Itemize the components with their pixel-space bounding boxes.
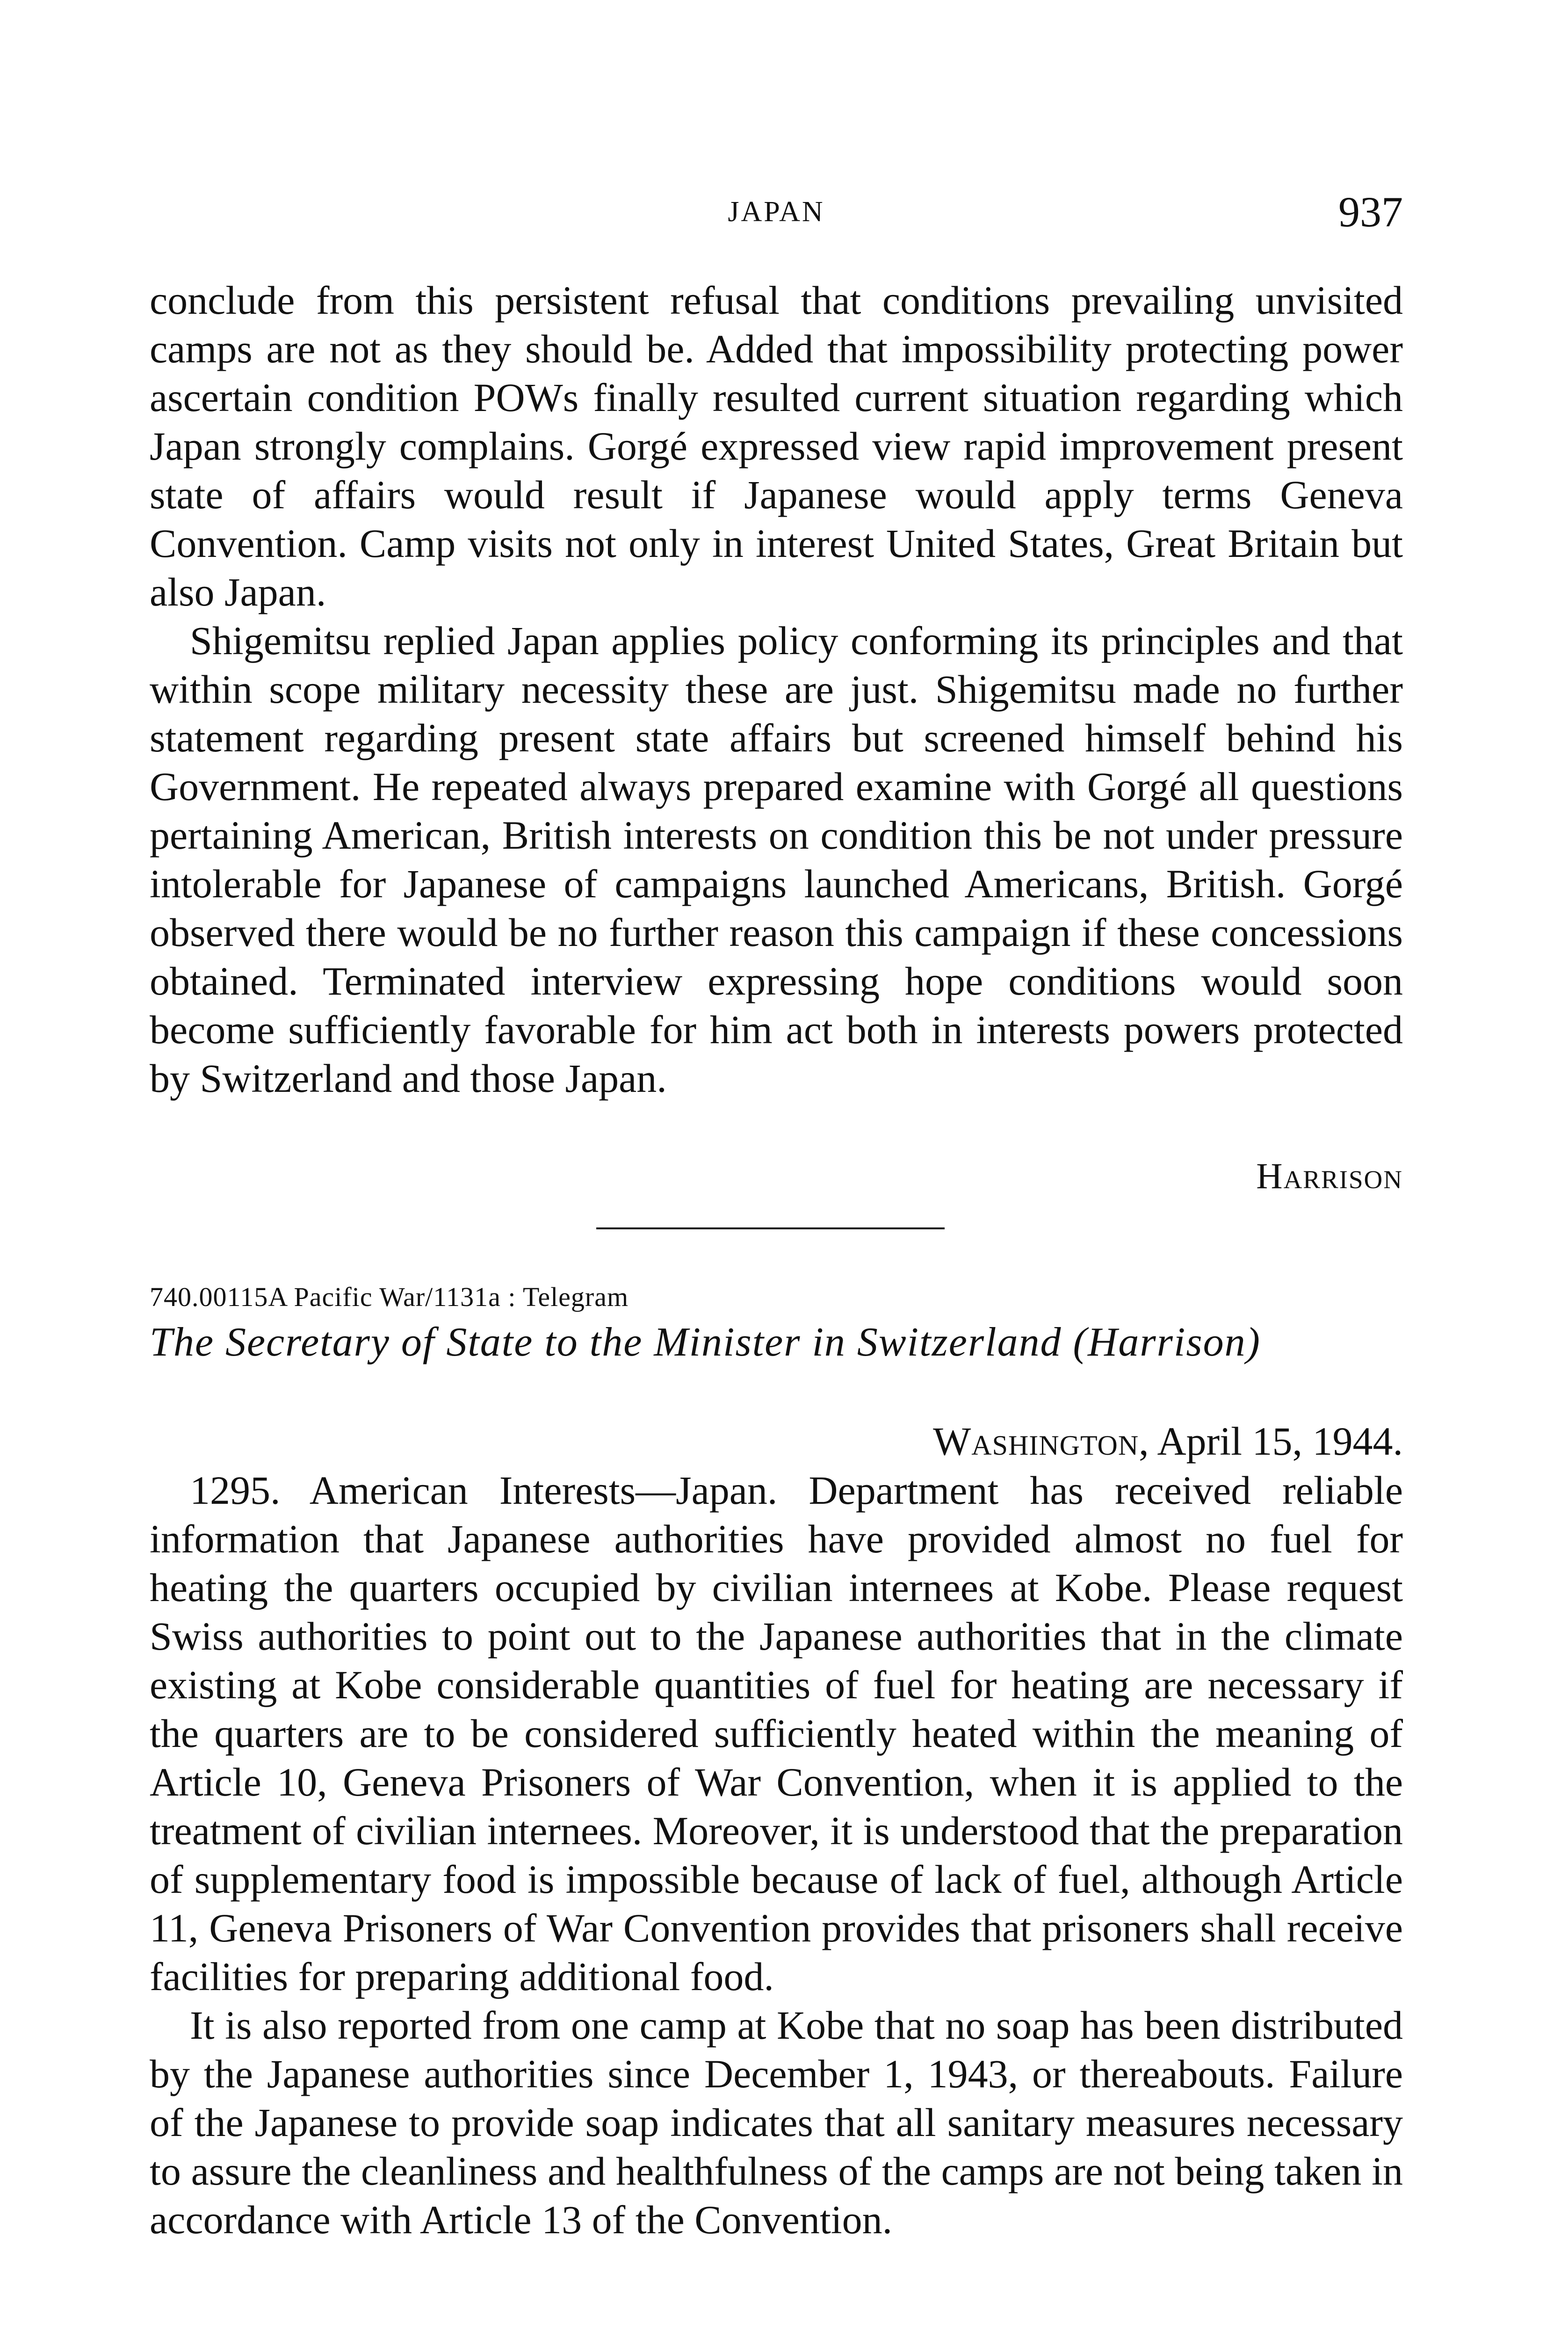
telegram-continuation-body [150,276,1403,1103]
file-reference: 740.00115A Pacific War/1131a : Telegram [150,1282,629,1312]
dateline [933,1418,1403,1465]
telegram-body [150,1466,1403,2244]
document-title: The Secretary of State to the Minister in Switzerland (Harrison) [150,1320,1261,1365]
body-paragraph: Shigemitsu replied Japan applies policy conforming its principles and that within scope military necessity these are just. Shigemitsu made no further statement regarding present state affairs but screened himself behind his Government. He repeated always prepared examine with Gorgé all questions pertaining American, British interests on condition this be not under pressure intolerable for Japanese of campaigns launched Americans, British. Gorgé observed there would be no further reason this campaign if these concessions obtained. Terminated interview expressing hope conditions would soon become sufficiently favorable for him act both in interests powers protected by Switzerland and those Japan. [150,618,1403,1101]
dateline-date: April 15, 1944. [1157,1419,1403,1464]
running-head: JAPAN [728,196,825,228]
page-header [150,187,1403,243]
body-paragraph: It is also reported from one camp at Kobe that no soap has been distributed by the Japanese authorities since December 1, 1943, or thereabouts. Failure of the Japanese to provide soap indicates that all sanitary measures necessary to assure the cleanliness and healthfulness of the camps are not being taken in accordance with Article 13 of the Convention. [150,2003,1403,2242]
body-paragraph: conclude from this persistent refusal that conditions prevailing unvisited camps are not as they should be. Added that impossibility protecting power ascertain condition POWs finally resulted current situation regarding which Japan strongly complains. Gorgé expressed view rapid improvement present state of affairs would result if Japanese would apply terms Geneva Convention. Camp visits not only in interest United States, Great Britain but also Japan. [150,278,1403,614]
signature-harrison: Harrison [1256,1155,1403,1196]
page-number: 937 [1338,188,1403,236]
section-divider [596,1227,945,1229]
body-paragraph: 1295. American Interests—Japan. Department has received reliable information that Japanese authorities have provided almost no fuel for heating the quarters occupied by civilian internees at Kobe. Please request Swiss authorities to point out to the Japanese authorities that in the climate existing at Kobe considerable quantities of fuel for heating are necessary if the quarters are to be considered sufficiently heated within the meaning of Article 10, Geneva Prisoners of War Convention, when it is applied to the treatment of civilian internees. Moreover, it is understood that the preparation of supplementary food is impossible because of lack of fuel, although Article 11, Geneva Prisoners of War Convention provides that prisoners shall receive facilities for preparing additional food. [150,1468,1403,1999]
dateline-place: Washington, [933,1419,1149,1464]
